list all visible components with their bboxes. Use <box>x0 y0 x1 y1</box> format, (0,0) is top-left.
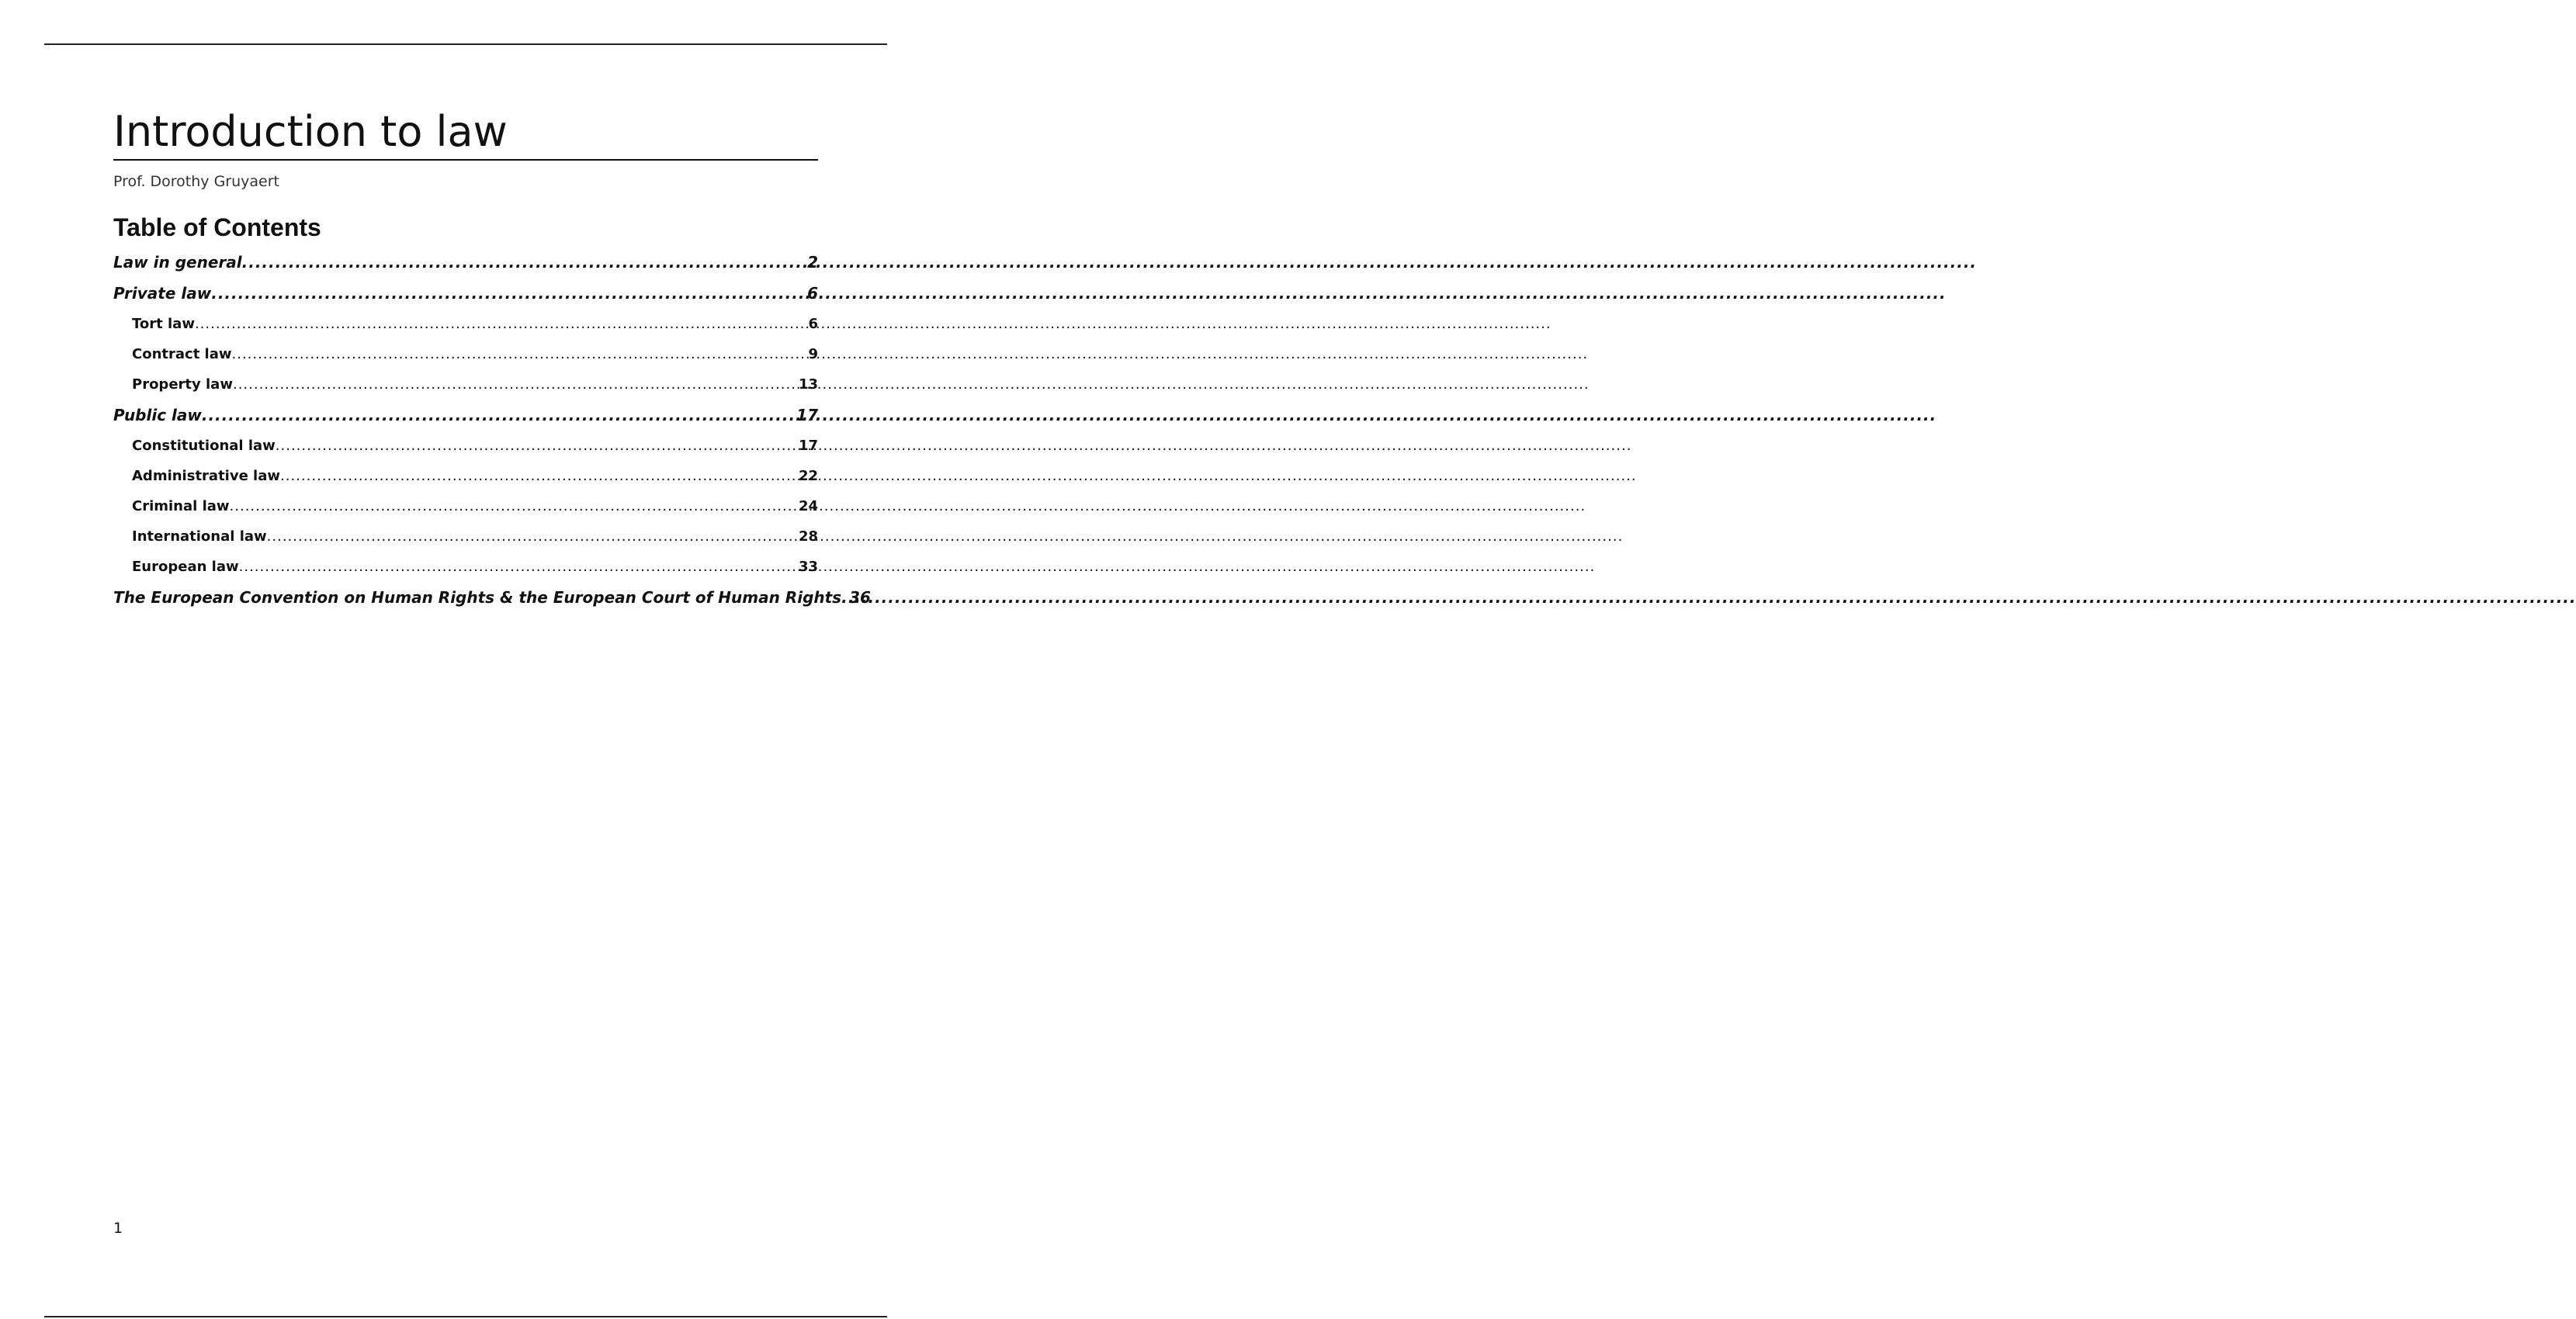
toc-entry-criminal-law[interactable] <box>113 491 818 521</box>
toc-entry-label: European law <box>132 559 239 576</box>
toc-entry-administrative-law[interactable] <box>113 461 818 491</box>
document-title: Introduction to law <box>113 109 818 161</box>
toc-entry-label: Property law <box>132 376 233 393</box>
toc-entry-constitutional-law[interactable] <box>113 431 818 461</box>
toc-entry-label: Law in general <box>113 253 242 272</box>
toc-entry-page: 33 <box>798 559 818 576</box>
toc-entry-label: Constitutional law <box>132 438 276 455</box>
toc-entry-public-law[interactable] <box>113 400 818 431</box>
toc-entry-page: 36 <box>849 588 871 608</box>
toc-entry-label: Private law <box>113 284 212 303</box>
toc-dot-leader <box>233 369 799 400</box>
toc-entry-page: 2 <box>807 253 818 272</box>
toc-dot-leader <box>232 339 809 369</box>
toc-entry-label: Public law <box>113 406 202 425</box>
toc-entry-page: 6 <box>808 316 818 333</box>
toc-entry-page: 9 <box>808 346 818 363</box>
toc-entry-label: The European Convention on Human Rights & the European Court of Human Rights <box>113 588 842 608</box>
page-number: 1 <box>113 1220 123 1237</box>
toc-entry-label: Contract law <box>132 346 232 363</box>
toc-entry-property-law[interactable] <box>113 369 818 400</box>
toc-dot-leader <box>841 582 849 613</box>
toc-dot-leader <box>239 552 799 582</box>
document-author: Prof. Dorothy Gruyaert <box>113 173 279 191</box>
toc-entry-page: 24 <box>798 498 818 515</box>
toc-dot-leader <box>280 461 799 491</box>
toc-entry-echr[interactable] <box>113 582 871 613</box>
toc-entry-law-in-general[interactable] <box>113 247 818 278</box>
toc-entry-page: 28 <box>798 528 818 545</box>
toc-entry-page: 17 <box>796 406 818 425</box>
toc-entry-private-law[interactable] <box>113 278 818 309</box>
toc-entry-page: 22 <box>798 468 818 485</box>
toc-entry-european-law[interactable] <box>113 552 818 582</box>
toc-entry-label: Criminal law <box>132 498 230 515</box>
toc-entry-label: Tort law <box>132 316 195 333</box>
toc-dot-leader <box>195 309 809 339</box>
toc-entry-label: International law <box>132 528 267 545</box>
toc-dot-leader <box>230 491 799 521</box>
toc-entry-label: Administrative law <box>132 468 280 485</box>
toc-entry-page: 6 <box>807 284 818 303</box>
footer-rule <box>44 1316 887 1317</box>
toc-dot-leader <box>267 521 799 552</box>
table-of-contents <box>113 247 871 613</box>
toc-dot-leader <box>242 247 807 278</box>
toc-dot-leader <box>211 278 807 309</box>
toc-entry-contract-law[interactable] <box>113 339 818 369</box>
toc-entry-tort-law[interactable] <box>113 309 818 339</box>
toc-entry-international-law[interactable] <box>113 521 818 552</box>
toc-dot-leader <box>202 400 796 431</box>
toc-heading: Table of Contents <box>113 213 321 242</box>
toc-dot-leader <box>276 431 799 461</box>
header-rule <box>44 43 887 45</box>
toc-entry-page: 17 <box>798 438 818 455</box>
toc-entry-page: 13 <box>798 376 818 393</box>
page-content <box>113 107 871 613</box>
